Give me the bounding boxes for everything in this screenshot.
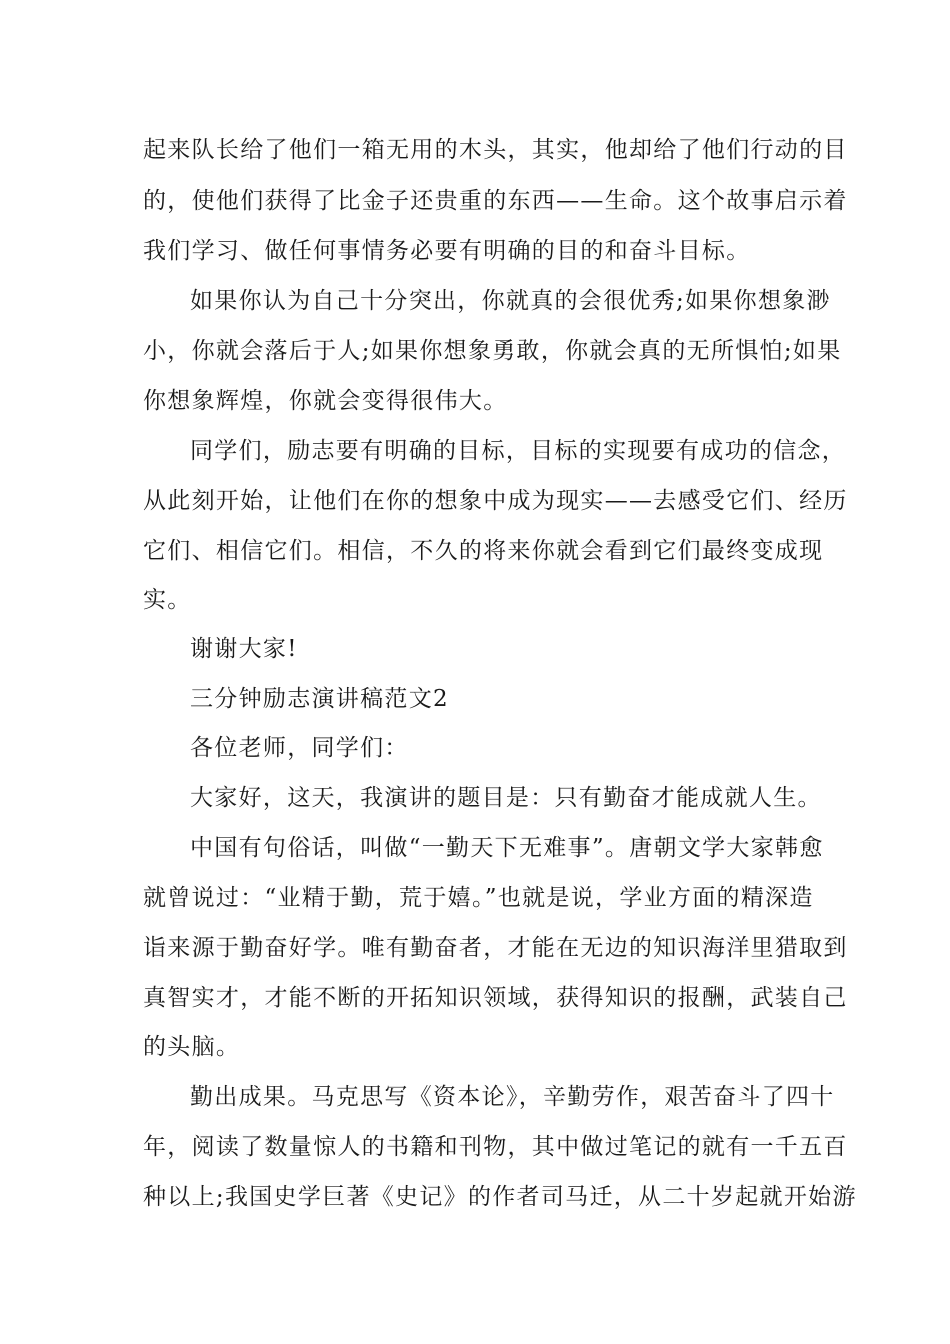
- text-line: 你想象辉煌，你就会变得很伟大。: [143, 388, 508, 414]
- text-line: 的，使他们获得了比金子还贵重的东西——生命。这个故事启示着: [143, 188, 848, 214]
- text-line: 年，阅读了数量惊人的书籍和刊物，其中做过笔记的就有一千五百: [143, 1134, 848, 1160]
- text-line: 我们学习、做任何事情务必要有明确的目的和奋斗目标。: [143, 238, 751, 264]
- salutation: 各位老师，同学们：: [190, 735, 409, 761]
- text-line: 如果你认为自己十分突出，你就真的会很优秀;如果你想象渺: [190, 288, 831, 314]
- text-line: 勤出成果。马克思写《资本论》，辛勤劳作，艰苦奋斗了四十: [190, 1084, 835, 1110]
- text-line: 就曾说过：“业精于勤，荒于嬉。”也就是说，学业方面的精深造: [143, 885, 814, 911]
- text-line: 同学们，励志要有明确的目标，目标的实现要有成功的信念，: [190, 438, 847, 464]
- text-line: 大家好，这天，我演讲的题目是：只有勤奋才能成就人生。: [190, 785, 822, 811]
- text-line: 谢谢大家!: [190, 636, 298, 662]
- text-line: 起来队长给了他们一箱无用的木头，其实，他却给了他们行动的目: [143, 137, 848, 163]
- text-line: 的头脑。: [143, 1034, 241, 1060]
- section-heading: 三分钟励志演讲稿范文2: [190, 686, 449, 712]
- text-line: 它们、相信它们。相信，不久的将来你就会看到它们最终变成现: [143, 538, 824, 564]
- text-line: 小，你就会落后于人;如果你想象勇敢，你就会真的无所惧怕;如果: [143, 338, 842, 364]
- text-line: 种以上;我国史学巨著《史记》的作者司马迁，从二十岁起就开始游: [143, 1184, 857, 1210]
- text-line: 中国有句俗话，叫做“一勤天下无难事”。唐朝文学大家韩愈: [190, 835, 824, 861]
- text-line: 实。: [143, 587, 192, 613]
- text-line: 诣来源于勤奋好学。唯有勤奋者，才能在无边的知识海洋里猎取到: [143, 935, 848, 961]
- text-line: 真智实才，才能不断的开拓知识领域，获得知识的报酬，武装自己: [143, 985, 848, 1011]
- text-line: 从此刻开始，让他们在你的想象中成为现实——去感受它们、经历: [143, 488, 848, 514]
